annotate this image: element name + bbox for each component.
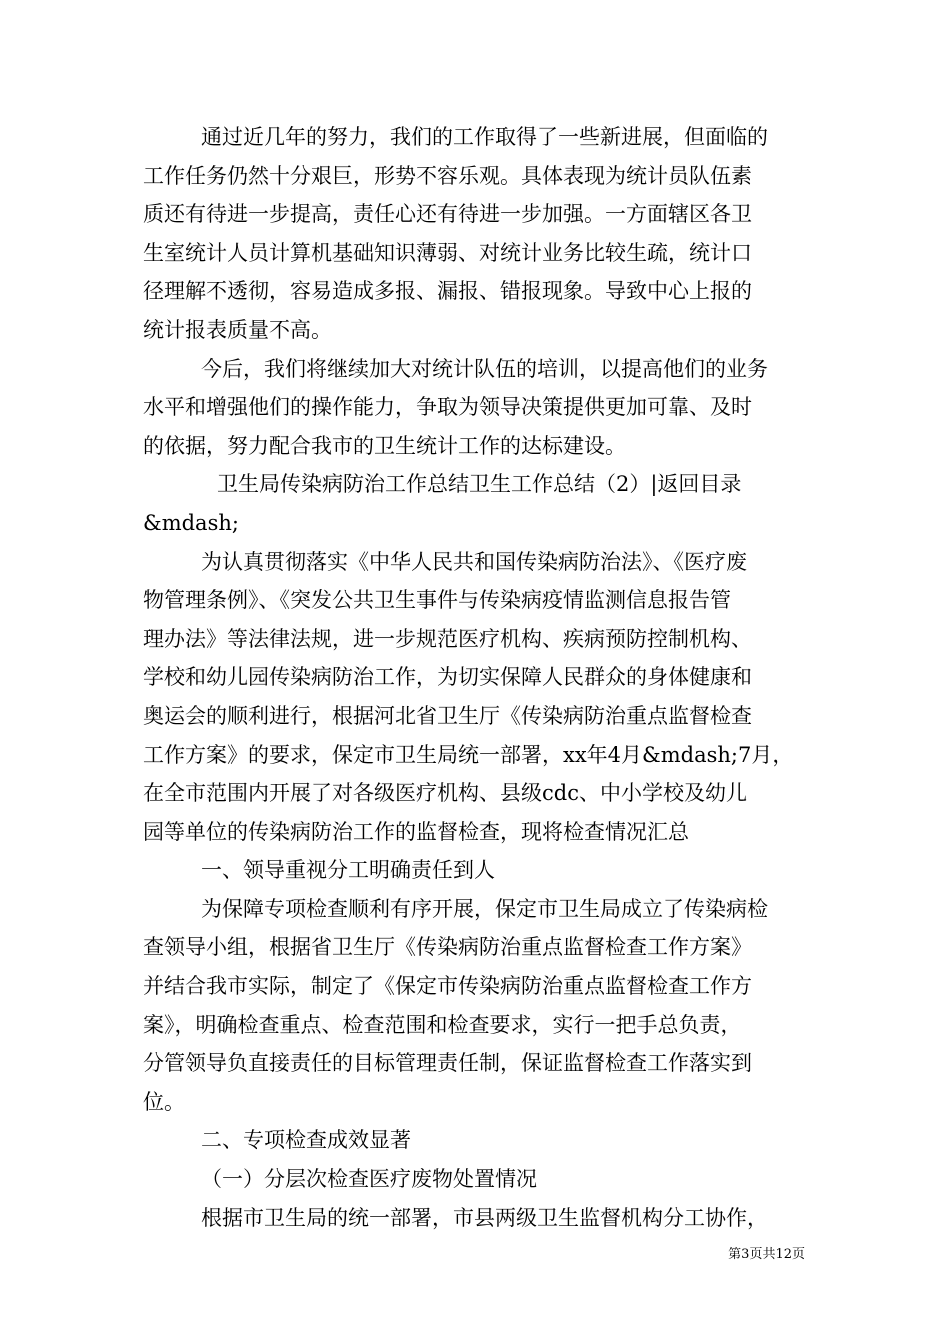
document-body	[143, 118, 823, 1237]
text-line: 的依据，努力配合我市的卫生统计工作的达标建设。	[143, 433, 626, 458]
text-line: 为保障专项检查顺利有序开展，保定市卫生局成立了传染病检	[201, 896, 768, 921]
text-line: 水平和增强他们的操作能力，争取为领导决策提供更加可靠、及时	[143, 395, 752, 420]
text-line: 园等单位的传染病防治工作的监督检查，现将检查情况汇总	[143, 819, 689, 844]
subsection-heading: （一）分层次检查医疗废物处置情况	[201, 1167, 537, 1192]
text-line: 工作方案》的要求，保定市卫生局统一部署，xx年4月&mdash;7月，	[143, 742, 794, 767]
text-line: 统计报表质量不高。	[143, 317, 332, 342]
text-line: 理办法》等法律法规，进一步规范医疗机构、疾病预防控制机构、	[143, 626, 752, 651]
text-line: 分管领导负直接责任的目标管理责任制，保证监督检查工作落实到	[143, 1051, 752, 1076]
text-line: 通过近几年的努力，我们的工作取得了一些新进展，但面临的	[201, 125, 768, 149]
text-line: 质还有待进一步提高，责任心还有待进一步加强。一方面辖区各卫	[143, 202, 752, 227]
section-heading: 卫生局传染病防治工作总结卫生工作总结（2）|返回目录	[217, 472, 742, 497]
text-line: &mdash;	[143, 510, 239, 535]
text-line: 奥运会的顺利进行，根据河北省卫生厅《传染病防治重点监督检查	[143, 703, 752, 728]
page-number: 第3页共12页	[728, 1247, 805, 1262]
text-line: 为认真贯彻落实《中华人民共和国传染病防治法》、《医疗废	[201, 549, 747, 574]
text-line: 根据市卫生局的统一部署，市县两级卫生监督机构分工协作，	[201, 1205, 768, 1230]
text-line: 位。	[143, 1089, 185, 1114]
text-line: 物管理条例》、《突发公共卫生事件与传染病疫情监测信息报告管	[143, 588, 731, 613]
text-line: 工作任务仍然十分艰巨，形势不容乐观。具体表现为统计员队伍素	[143, 163, 752, 188]
text-line: 在全市范围内开展了对各级医疗机构、县级cdc、中小学校及幼儿	[143, 781, 747, 806]
text-line: 并结合我市实际，制定了《保定市传染病防治重点监督检查工作方	[143, 974, 752, 999]
section-heading: 一、领导重视分工明确责任到人	[201, 858, 495, 883]
text-line: 径理解不透彻，容易造成多报、漏报、错报现象。导致中心上报的	[143, 279, 752, 304]
text-line: 生室统计人员计算机基础知识薄弱、对统计业务比较生疏，统计口	[143, 240, 752, 265]
section-heading: 二、专项检查成效显著	[201, 1128, 411, 1153]
text-line: 查领导小组，根据省卫生厅《传染病防治重点监督检查工作方案》	[143, 935, 752, 960]
text-line: 案》，明确检查重点、检查范围和检查要求，实行一把手总负责，	[143, 1012, 742, 1037]
text-line: 学校和幼儿园传染病防治工作，为切实保障人民群众的身体健康和	[143, 665, 752, 690]
text-line: 今后，我们将继续加大对统计队伍的培训，以提高他们的业务	[201, 356, 768, 381]
